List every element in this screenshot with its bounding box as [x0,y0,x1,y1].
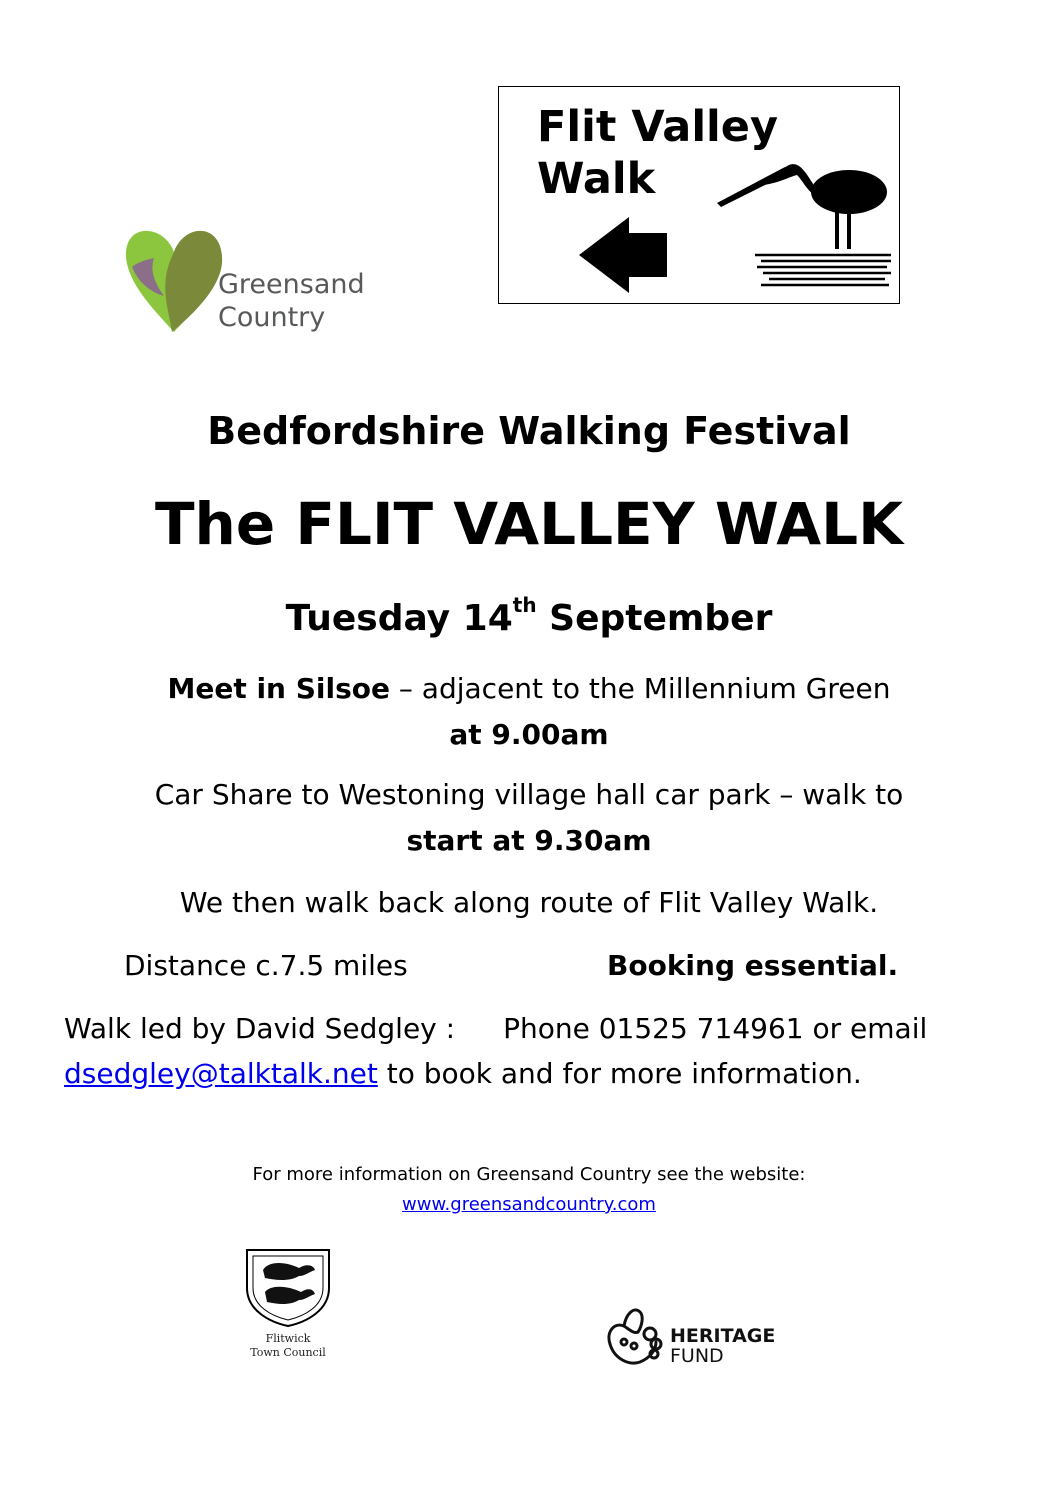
heritage-fund-wordmark [670,1326,775,1366]
meet-description: – adjacent to the Millennium Green [390,672,891,705]
car-share-details [0,772,1058,864]
more-info [0,1160,1058,1220]
email-suffix: to book and for more information. [377,1057,862,1090]
arrow-heron-icon [499,87,901,305]
car-share-line: Car Share to Westoning village hall car park – walk to [154,778,904,811]
contact-paragraph [64,1006,1004,1096]
start-time: start at 9.30am [406,824,652,857]
walk-back-line: We then walk back along route of Flit Valley Walk. [179,886,879,919]
walk-date [0,594,1058,644]
sign-line2: Walk [537,154,656,204]
council-line2: Town Council [250,1346,326,1359]
flitwick-town-council-logo [232,1248,344,1360]
greensand-line2: Country [218,302,326,333]
booking-note: Booking essential. [607,949,899,982]
council-shield-icon [243,1248,333,1328]
walk-leader: Walk led by David Sedgley : [64,1012,456,1045]
meet-line [0,666,1058,712]
more-info-text: For more information on Greensand Country see the website: [252,1164,806,1185]
council-line1: Flitwick [265,1332,311,1345]
walk-title: The FLIT VALLEY WALK [154,490,904,558]
greensand-country-logo [124,222,434,342]
website-link[interactable]: www.greensandcountry.com [402,1194,656,1215]
crossed-fingers-icon [600,1300,670,1370]
heritage-line1: HERITAGE [670,1325,776,1347]
distance: Distance c.7.5 miles [124,949,408,982]
date-prefix: Tuesday 14 [285,598,513,639]
date-suffix-sup: th [512,593,537,617]
phone-number: Phone 01525 714961 or [503,1012,842,1045]
heritage-fund-logo [600,1300,800,1372]
heritage-line2: FUND [670,1345,724,1367]
email-link[interactable]: dsedgley@talktalk.net [64,1057,378,1090]
flit-valley-walk-sign [498,86,900,304]
sign-line1: Flit Valley [537,102,778,152]
date-month: September [536,598,773,639]
heart-logo-icon [124,222,224,337]
meet-location: Meet in Silsoe [167,672,390,705]
meet-time: at 9.00am [449,718,609,751]
festival-heading: Bedfordshire Walking Festival [207,409,851,453]
greensand-country-wordmark [218,268,365,334]
email-prefix: email [850,1012,928,1045]
meet-details [0,666,1058,758]
greensand-line1: Greensand [218,269,365,300]
